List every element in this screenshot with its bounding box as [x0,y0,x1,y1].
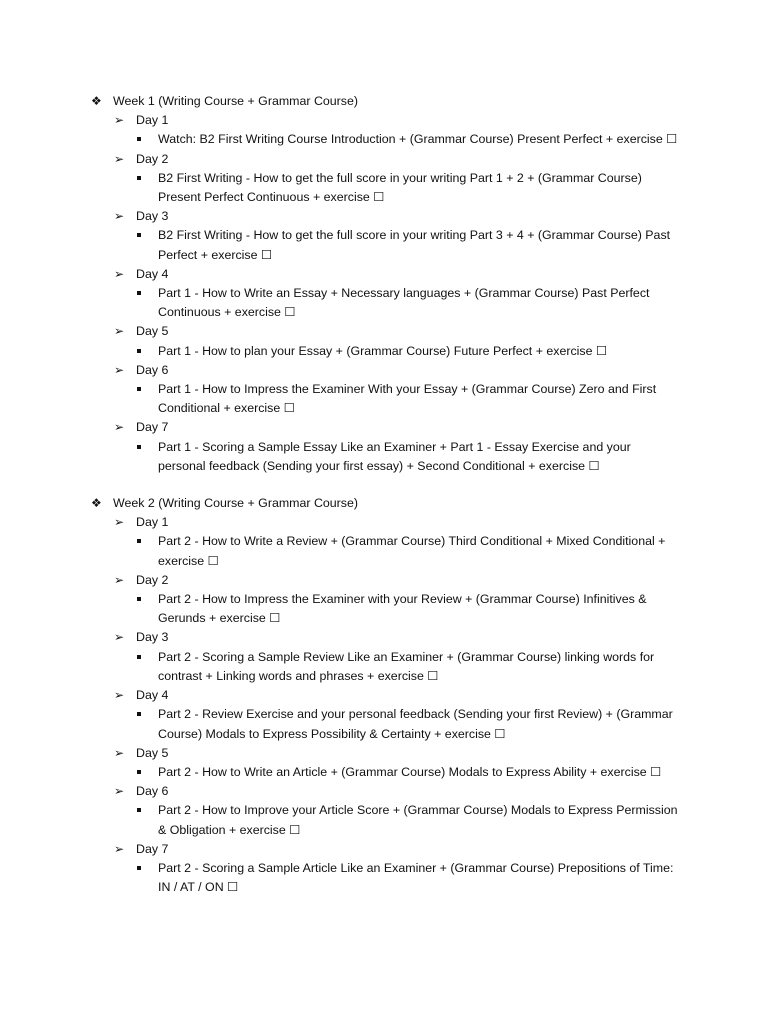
day-label: Day 6 [136,362,169,377]
day-heading [0,322,768,341]
day-heading [0,686,768,705]
task-item [0,226,768,264]
day-4 [0,686,768,744]
arrow-bullet-icon: ➢ [114,420,125,435]
task-item [0,438,768,476]
day-heading [0,782,768,801]
arrow-bullet-icon: ➢ [114,784,125,799]
day-6 [0,361,768,419]
day-2 [0,150,768,208]
day-label: Day 7 [136,420,169,435]
task-item [0,342,768,361]
arrow-bullet-icon: ➢ [114,630,125,645]
day-3 [0,207,768,265]
week-title: Week 2 (Writing Course + Grammar Course) [113,496,359,511]
day-5 [0,322,768,360]
week-heading [0,92,768,111]
task-text: Part 2 - Scoring a Sample Article Like an Examiner + (Grammar Course) Prepositions of Time: IN / AT / ON ☐ [158,860,674,895]
task-item [0,590,768,628]
day-label: Day 3 [136,630,169,645]
task-text: Part 1 - Scoring a Sample Essay Like an Examiner + Part 1 - Essay Exercise and your personal feedback (Sending your first essay) + Second Conditional + exercise ☐ [158,439,631,473]
day-heading [0,840,768,859]
arrow-bullet-icon: ➢ [114,151,125,166]
square-bullet-icon [137,445,141,449]
day-7 [0,418,768,476]
day-heading [0,207,768,226]
task-item [0,705,768,743]
task-text: Part 2 - How to Impress the Examiner with your Review + (Grammar Course) Infinitives & Gerunds + exercise ☐ [158,592,647,626]
day-heading [0,628,768,647]
day-heading [0,571,768,590]
task-text: Part 2 - How to Write an Article + (Grammar Course) Modals to Express Ability + exercise ☐ [158,764,662,779]
task-text: Part 1 - How to plan your Essay + (Grammar Course) Future Perfect + exercise ☐ [158,343,608,358]
task-item [0,648,768,686]
day-heading [0,744,768,763]
square-bullet-icon [137,176,141,180]
square-bullet-icon [137,539,141,543]
square-bullet-icon [137,597,141,601]
square-bullet-icon [137,712,141,716]
square-bullet-icon [137,866,141,870]
square-bullet-icon [137,770,141,774]
task-text: B2 First Writing - How to get the full score in your writing Part 3 + 4 + (Grammar Course) Past Perfect + exercise ☐ [158,228,671,262]
day-label: Day 2 [136,151,169,166]
day-heading [0,361,768,380]
arrow-bullet-icon: ➢ [114,324,125,339]
day-4 [0,265,768,323]
square-bullet-icon [137,137,141,141]
task-item [0,169,768,207]
task-text: Part 1 - How to Impress the Examiner With your Essay + (Grammar Course) Zero and First Conditional + exercise ☐ [158,382,657,416]
arrow-bullet-icon: ➢ [114,362,125,377]
task-text: B2 First Writing - How to get the full score in your writing Part 1 + 2 + (Grammar Course) Present Perfect Continuous + exercise ☐ [158,170,642,205]
task-text: Part 2 - How to Write a Review + (Grammar Course) Third Conditional + Mixed Conditional + exercise ☐ [158,534,666,568]
week-heading [0,494,768,513]
task-text: Part 2 - Scoring a Sample Review Like an Examiner + (Grammar Course) linking words for contrast + Linking words and phrases + exercise ☐ [158,649,655,683]
square-bullet-icon [137,233,141,237]
day-label: Day 5 [136,745,169,760]
square-bullet-icon [137,655,141,659]
arrow-bullet-icon: ➢ [114,266,125,281]
task-text: Part 2 - How to Improve your Article Score + (Grammar Course) Modals to Express Permission & Obligation + exercise ☐ [158,803,678,837]
day-heading [0,513,768,532]
day-1 [0,513,768,571]
task-text: Part 2 - Review Exercise and your personal feedback (Sending your first Review) + (Grammar Course) Modals to Express Possibility & Certainty + exercise ☐ [158,707,673,741]
square-bullet-icon [137,808,141,812]
day-heading [0,418,768,437]
day-heading [0,265,768,284]
week-title: Week 1 (Writing Course + Grammar Course) [113,94,359,108]
day-label: Day 6 [136,784,169,799]
arrow-bullet-icon: ➢ [114,209,125,224]
day-label: Day 3 [136,209,169,224]
day-label: Day 1 [136,515,169,530]
arrow-bullet-icon: ➢ [114,841,125,856]
document-page [0,92,768,897]
day-label: Day 4 [136,688,169,703]
day-label: Day 5 [136,324,169,339]
day-3 [0,628,768,686]
arrow-bullet-icon: ➢ [114,745,125,760]
task-item [0,763,768,782]
day-6 [0,782,768,840]
task-item [0,380,768,418]
square-bullet-icon [137,387,141,391]
diamond-bullet-icon: ❖ [91,94,102,108]
task-item [0,532,768,570]
day-5 [0,744,768,782]
arrow-bullet-icon: ➢ [114,515,125,530]
square-bullet-icon [137,349,141,353]
day-label: Day 2 [136,572,169,587]
week-1 [0,92,768,476]
day-2 [0,571,768,629]
diamond-bullet-icon: ❖ [91,496,102,511]
day-1 [0,111,768,149]
arrow-bullet-icon: ➢ [114,688,125,703]
task-item [0,859,768,897]
task-text: Part 1 - How to Write an Essay + Necessary languages + (Grammar Course) Past Perfect Continuous + exercise ☐ [158,286,650,320]
day-7 [0,840,768,898]
arrow-bullet-icon: ➢ [114,113,125,128]
day-label: Day 4 [136,266,169,281]
day-heading [0,111,768,130]
day-heading [0,150,768,169]
task-item [0,130,768,149]
day-label: Day 7 [136,841,169,856]
week-2 [0,494,768,897]
task-text: Watch: B2 First Writing Course Introduction + (Grammar Course) Present Perfect + exercise ☐ [158,132,678,147]
arrow-bullet-icon: ➢ [114,572,125,587]
day-label: Day 1 [136,113,169,128]
square-bullet-icon [137,291,141,295]
task-item [0,801,768,839]
task-item [0,284,768,322]
